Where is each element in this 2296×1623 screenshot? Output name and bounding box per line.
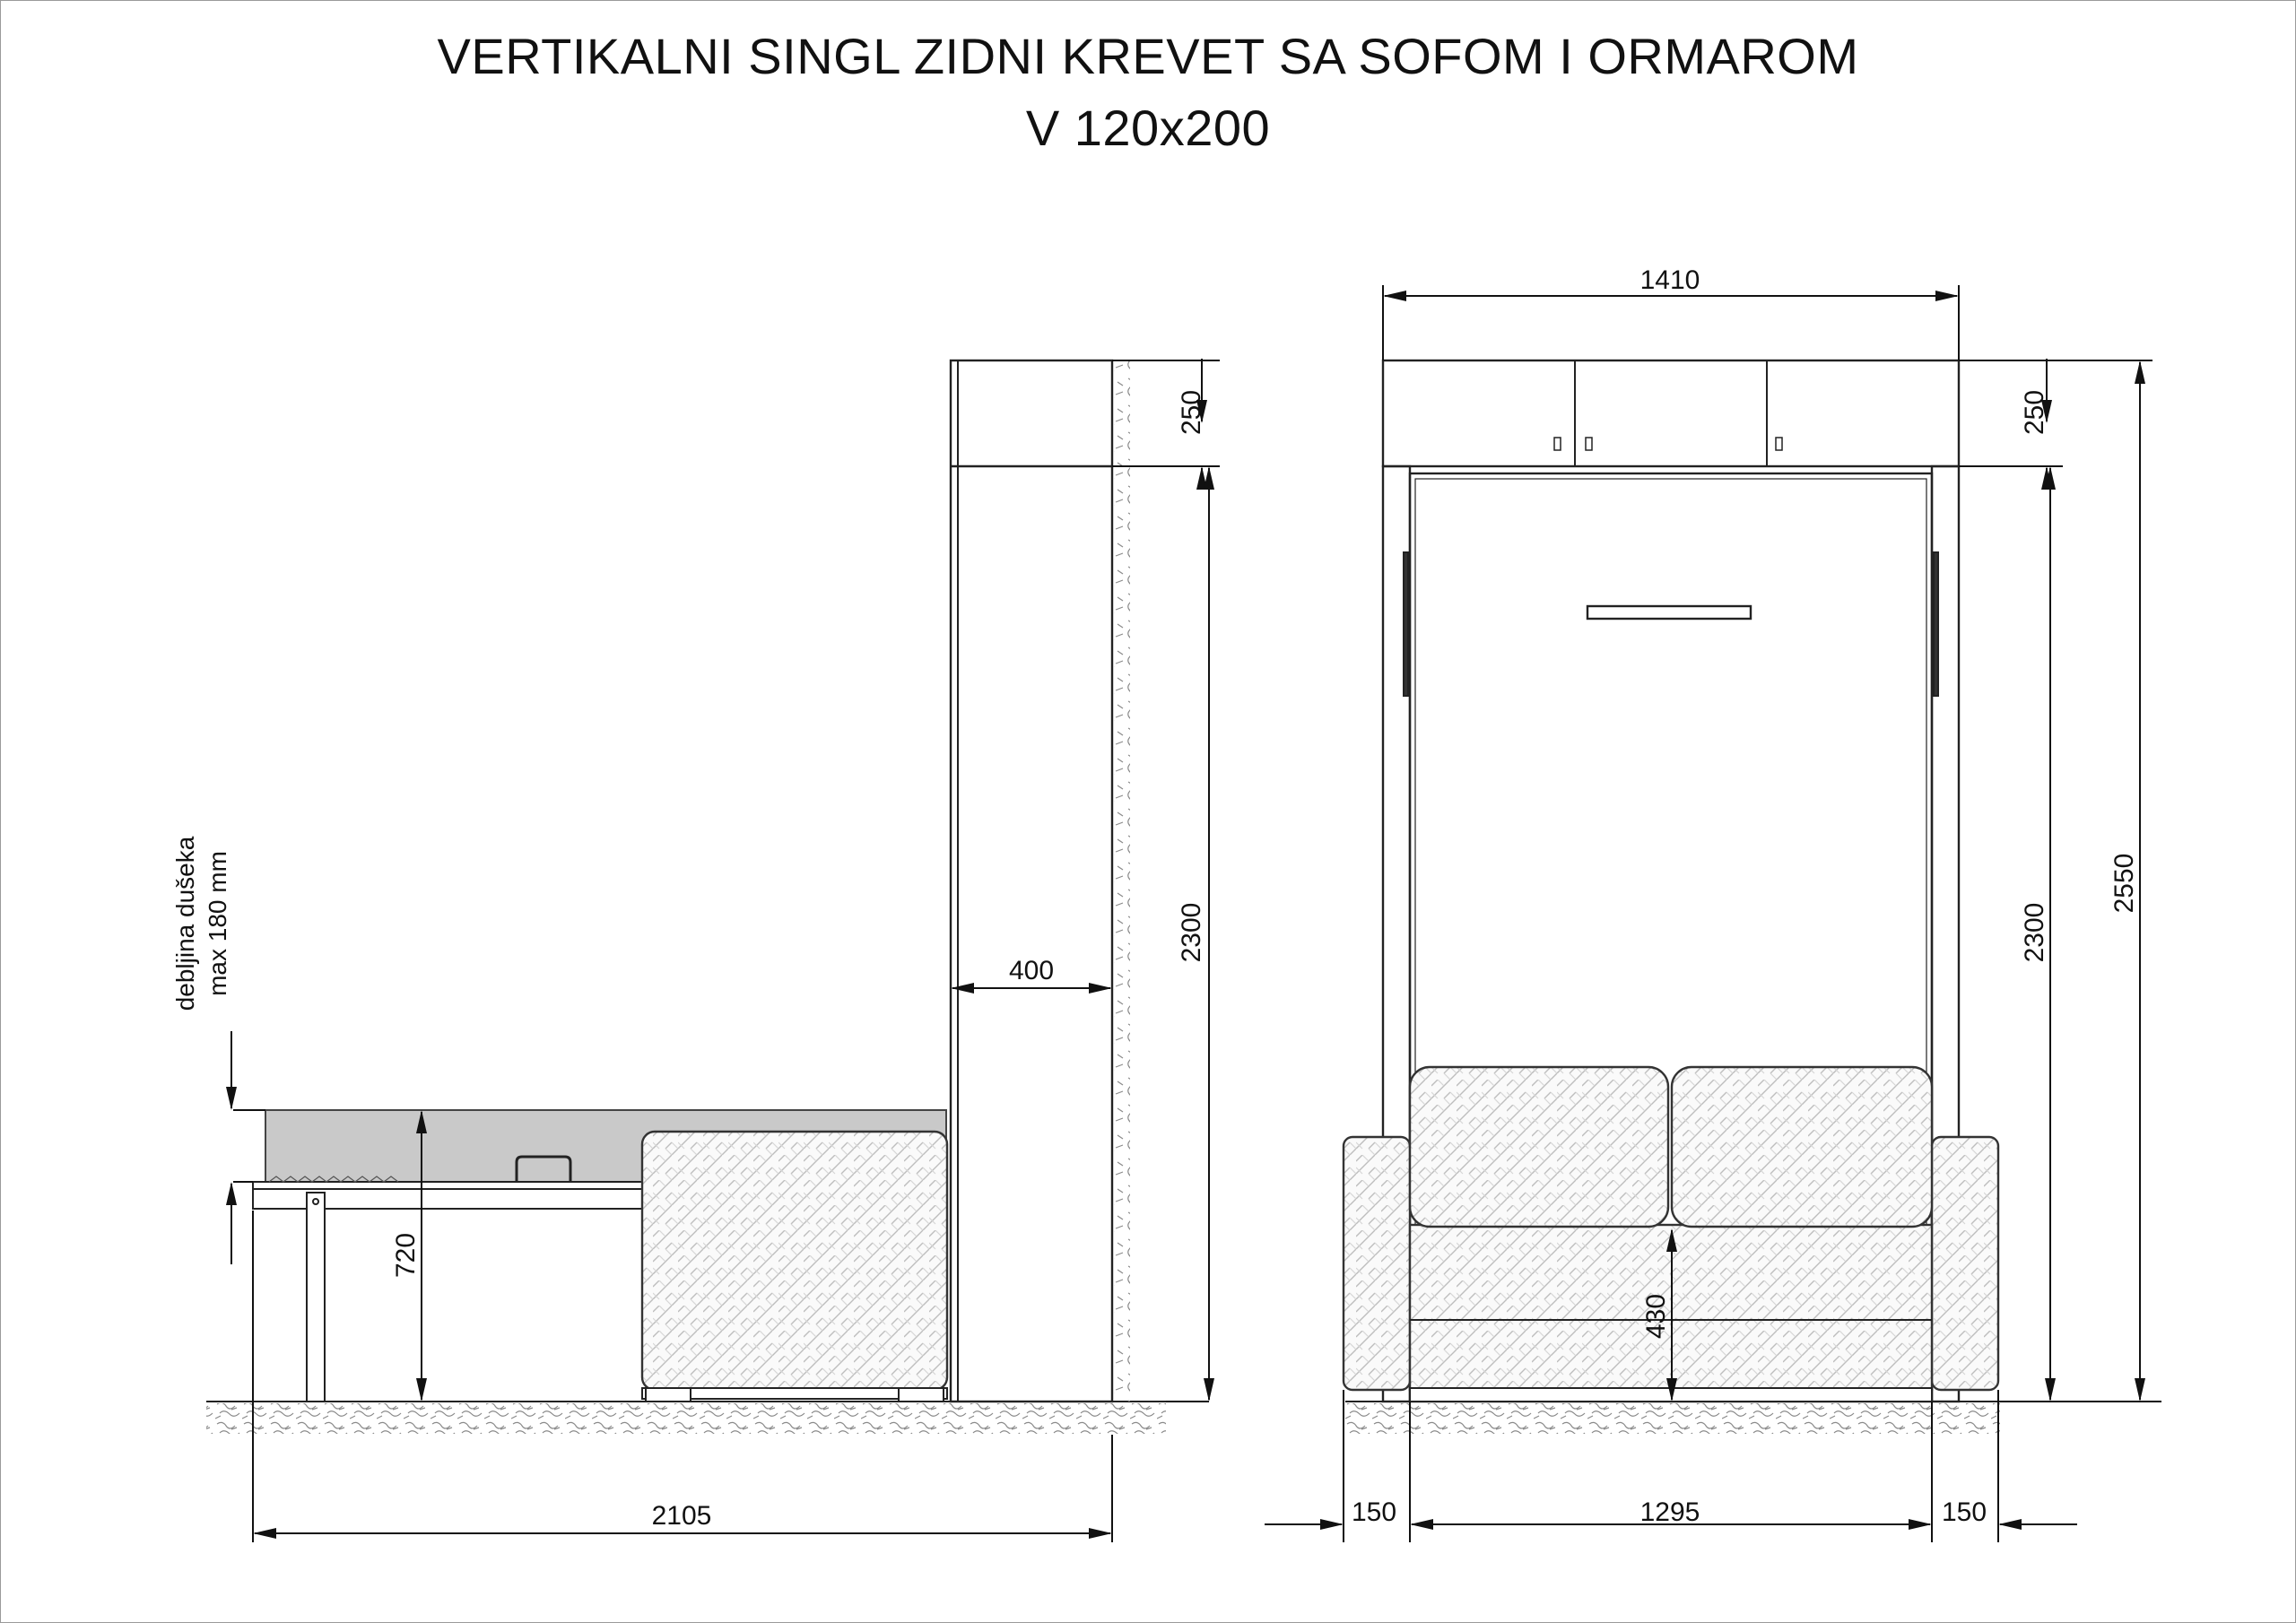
mattress-note-line2: max 180 mm [204,851,231,996]
dim-front-seat-height: 430 [1641,1293,1671,1340]
dim-front-inner-width: 1295 [1639,1497,1700,1527]
dim-front-right-arm: 150 [1941,1497,1987,1527]
dim-side-height: 2300 [1177,902,1206,963]
dim-side-total-length: 2105 [651,1501,712,1531]
dim-front-total-width: 1410 [1639,265,1700,295]
drawing-subtitle: V 120x200 [1025,100,1271,156]
side-view [206,360,1166,1434]
dim-side-bed-height: 720 [391,1232,421,1279]
dim-side-depth: 400 [1008,956,1055,985]
dim-front-total-height: 2550 [2109,853,2139,914]
dim-side-top-unit: 250 [1177,389,1206,436]
dim-front-top-unit: 250 [2020,389,2049,436]
dim-front-height: 2300 [2020,902,2049,963]
mattress-note-line1: debljina dušeka [171,836,199,1011]
dim-front-left-arm: 150 [1351,1497,1397,1527]
drawing-title: VERTIKALNI SINGL ZIDNI KREVET SA SOFOM I ORMAROM [437,28,1859,84]
